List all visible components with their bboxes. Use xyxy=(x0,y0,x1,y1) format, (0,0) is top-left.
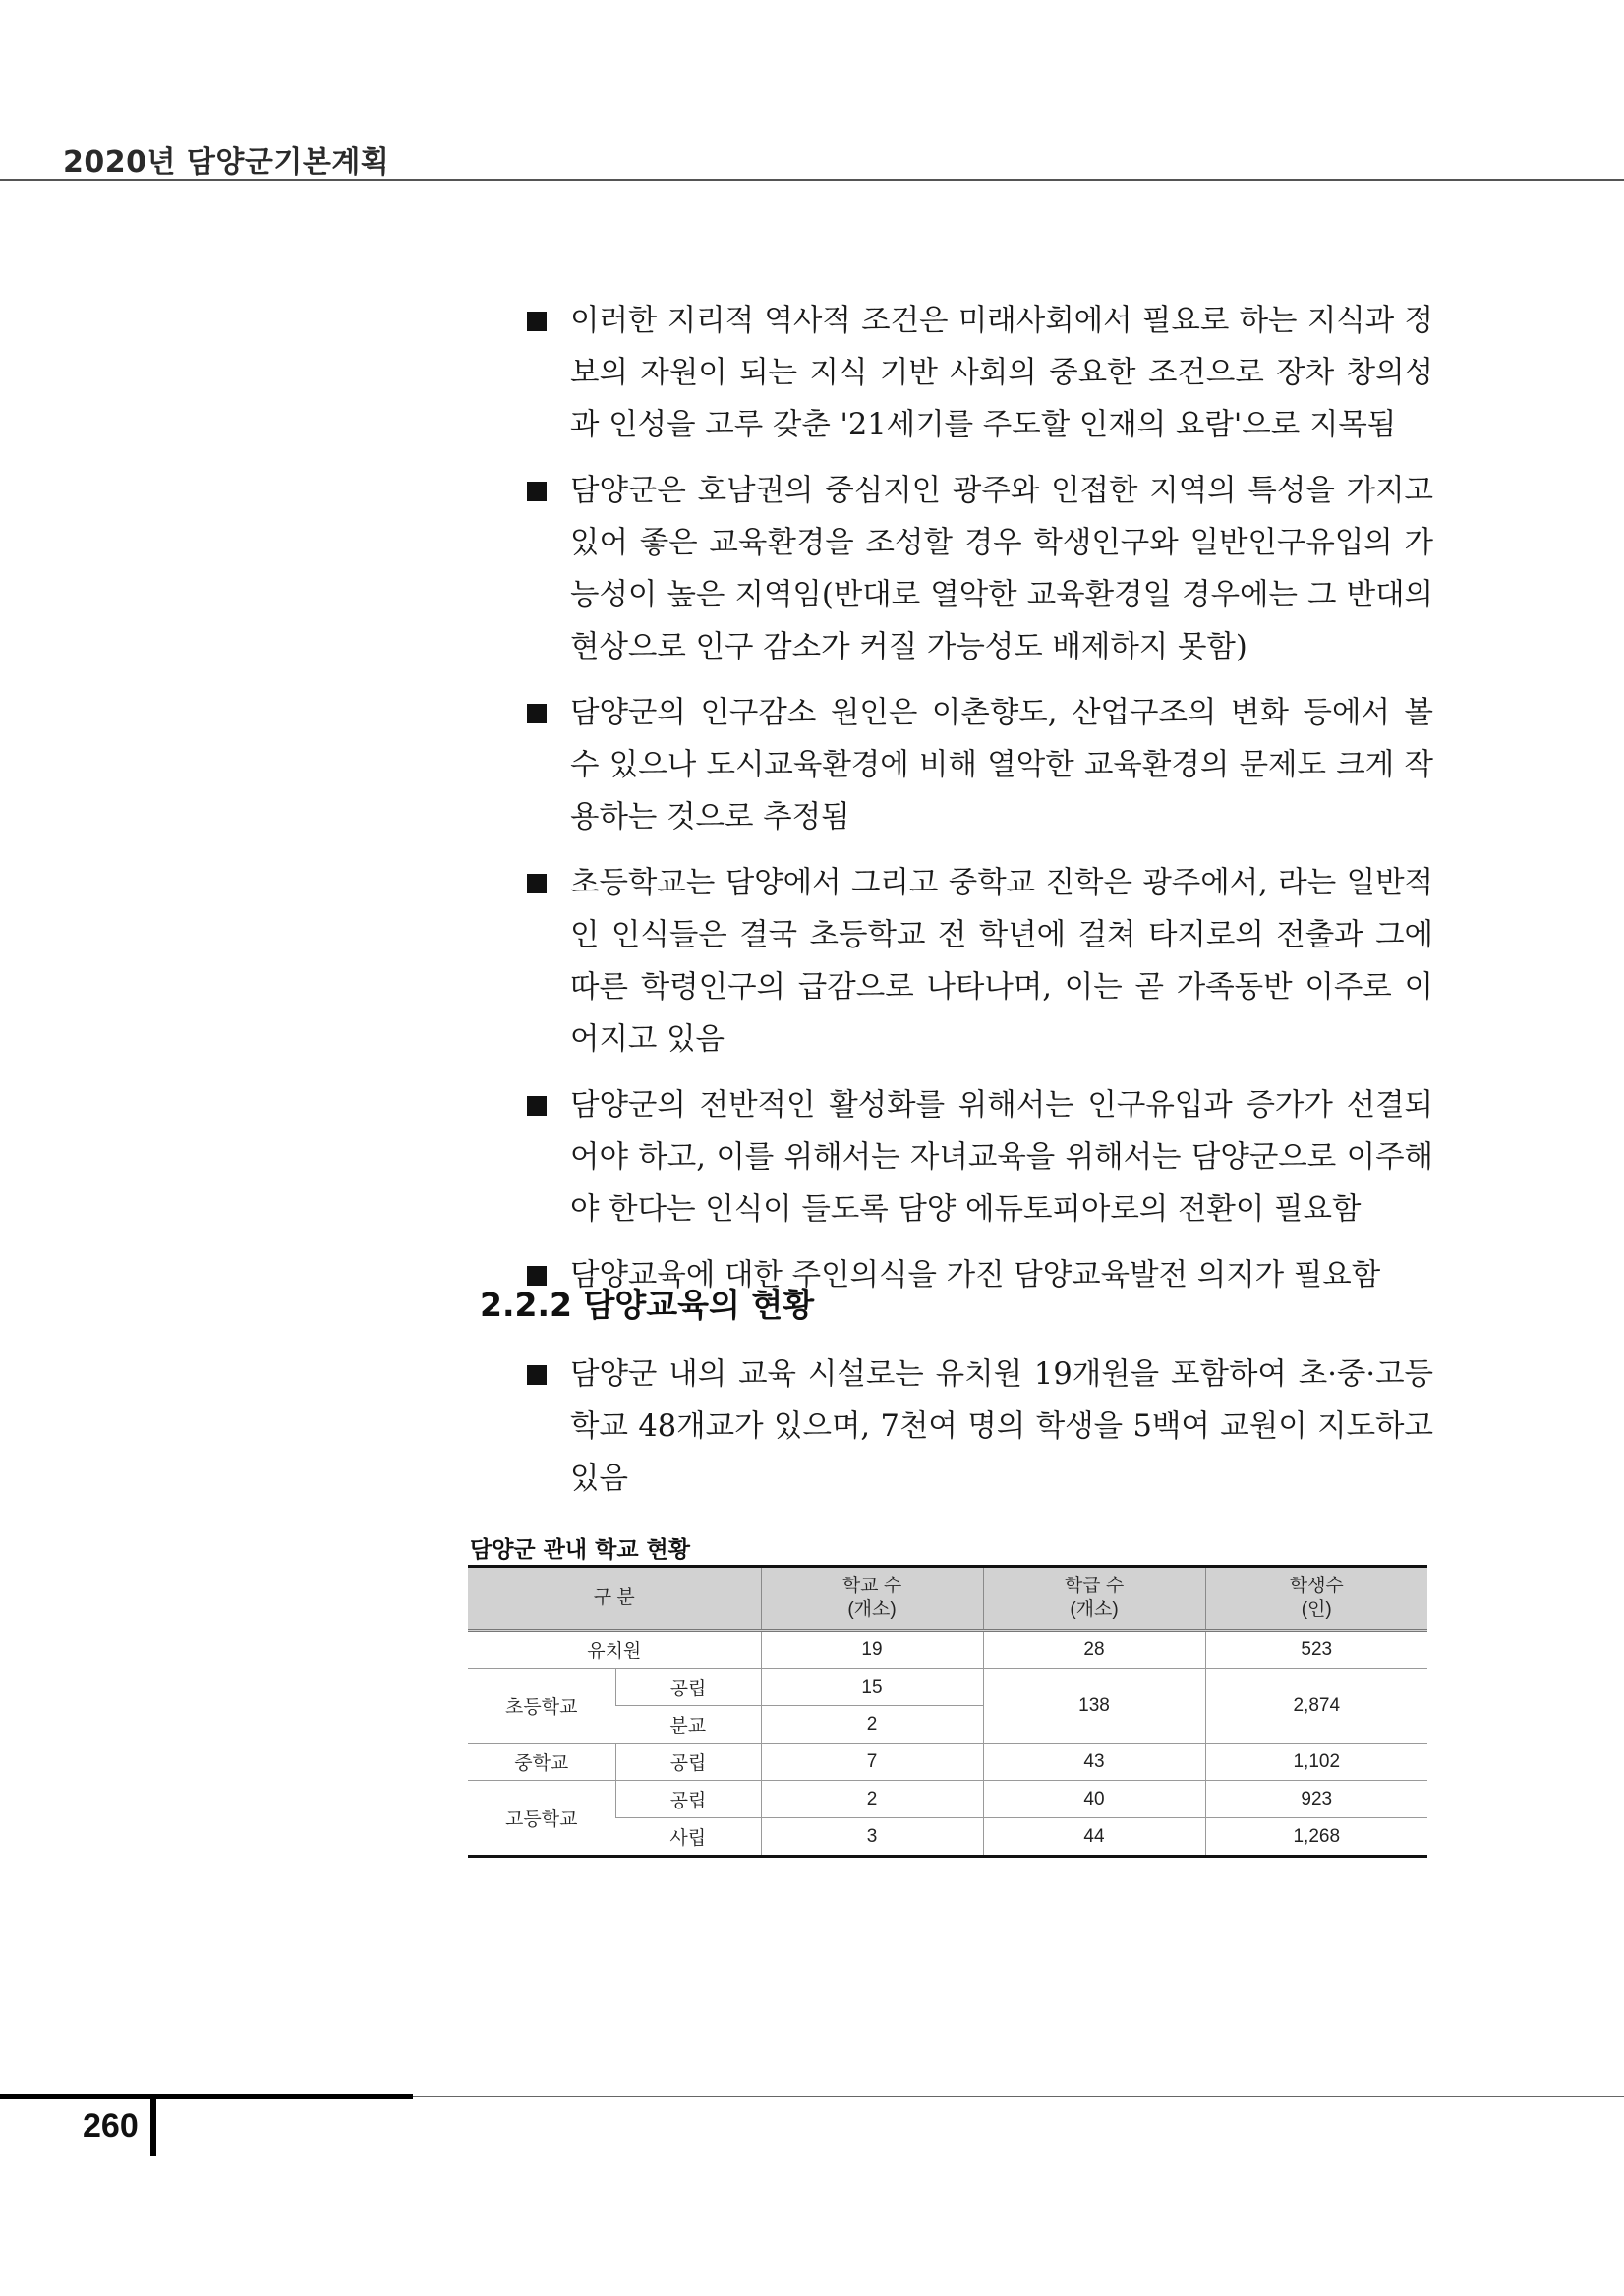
cell-students: 2,874 xyxy=(1205,1669,1427,1744)
cell-schools: 15 xyxy=(761,1669,983,1706)
row-sublabel: 공립 xyxy=(615,1669,761,1706)
bullet-text: 담양군의 전반적인 활성화를 위해서는 인구유입과 증가가 선결되어야 하고, 이를 위해서는 자녀교육을 위해서는 담양군으로 이주해야 한다는 인식이 들도록 담양 에듀토피아로의 전환이 필요함 xyxy=(570,1088,1433,1227)
cell-schools: 7 xyxy=(761,1744,983,1781)
bullet-text: 초등학교는 담양에서 그리고 중학교 진학은 광주에서, 라는 일반적인 인식들은 결국 초등학교 전 학년에 걸쳐 타지로의 전출과 그에 따른 학령인구의 급감으로 나타나며, 이는 곧 가족동반 이주로 이어지고 있음 xyxy=(570,866,1433,1057)
square-bullet-icon xyxy=(527,874,547,893)
footer-divider xyxy=(413,2096,1624,2097)
square-bullet-icon xyxy=(527,704,547,723)
page-number: 260 xyxy=(83,2107,139,2145)
cell-schools: 3 xyxy=(761,1818,983,1857)
table-row xyxy=(468,1669,1427,1706)
cell-classes: 43 xyxy=(983,1744,1205,1781)
header-schools: 학교 수 (개소) xyxy=(761,1567,983,1631)
row-sublabel: 사립 xyxy=(615,1818,761,1857)
table-row xyxy=(468,1744,1427,1781)
bullet-item xyxy=(519,687,1433,843)
section-heading: 2.2.2 담양교육의 현황 xyxy=(480,1286,815,1324)
square-bullet-icon xyxy=(527,482,547,501)
bullet-item xyxy=(519,857,1433,1065)
cell-students: 923 xyxy=(1205,1781,1427,1818)
school-status-table xyxy=(468,1565,1427,1858)
bullet-text: 담양군 내의 교육 시설로는 유치원 19개원을 포함하여 초·중·고등학교 48개교가 있으며, 7천여 명의 학생을 5백여 교원이 지도하고 있음 xyxy=(570,1357,1433,1496)
cell-classes: 44 xyxy=(983,1818,1205,1857)
cell-students: 523 xyxy=(1205,1631,1427,1669)
row-label: 초등학교 xyxy=(468,1669,615,1744)
table-header-row xyxy=(468,1567,1427,1631)
cell-schools: 2 xyxy=(761,1706,983,1744)
table-row xyxy=(468,1631,1427,1669)
square-bullet-icon xyxy=(527,312,547,331)
running-header: 2020년 담양군기본계획 xyxy=(63,145,390,180)
cell-students: 1,268 xyxy=(1205,1818,1427,1857)
square-bullet-icon xyxy=(527,1096,547,1116)
footer-bar xyxy=(0,2094,413,2099)
row-label: 유치원 xyxy=(468,1631,761,1669)
bullet-item xyxy=(519,1079,1433,1235)
cell-classes: 28 xyxy=(983,1631,1205,1669)
cell-schools: 19 xyxy=(761,1631,983,1669)
bullet-text: 이러한 지리적 역사적 조건은 미래사회에서 필요로 하는 지식과 정보의 자원이 되는 지식 기반 사회의 중요한 조건으로 장차 창의성과 인성을 고루 갖춘 '21세기를 주도할 인재의 요람'으로 지목됨 xyxy=(570,304,1433,442)
row-sublabel: 분교 xyxy=(615,1706,761,1744)
bullet-list xyxy=(519,295,1433,1315)
cell-classes: 40 xyxy=(983,1781,1205,1818)
table-row xyxy=(468,1781,1427,1818)
cell-classes: 138 xyxy=(983,1669,1205,1744)
header-divider xyxy=(0,179,1624,181)
header-students: 학생수 (인) xyxy=(1205,1567,1427,1631)
table-caption: 담양군 관내 학교 현황 xyxy=(470,1537,690,1563)
cell-schools: 2 xyxy=(761,1781,983,1818)
row-label: 고등학교 xyxy=(468,1781,615,1857)
row-label: 중학교 xyxy=(468,1744,615,1781)
bullet-item xyxy=(519,295,1433,451)
page-number-bar xyxy=(150,2099,156,2156)
bullet-item xyxy=(519,1349,1433,1505)
header-category: 구 분 xyxy=(468,1567,761,1631)
section-bullet-list xyxy=(519,1349,1433,1519)
bullet-text: 담양교육에 대한 주인의식을 가진 담양교육발전 의지가 필요함 xyxy=(570,1258,1381,1292)
square-bullet-icon xyxy=(527,1365,547,1385)
bullet-item xyxy=(519,465,1433,673)
header-classes: 학급 수 (개소) xyxy=(983,1567,1205,1631)
cell-students: 1,102 xyxy=(1205,1744,1427,1781)
bullet-text: 담양군은 호남권의 중심지인 광주와 인접한 지역의 특성을 가지고 있어 좋은 교육환경을 조성할 경우 학생인구와 일반인구유입의 가능성이 높은 지역임(반대로 열악한 교육환경일 경우에는 그 반대의 현상으로 인구 감소가 커질 가능성도 배제하지 못함) xyxy=(570,474,1433,664)
row-sublabel: 공립 xyxy=(615,1744,761,1781)
row-sublabel: 공립 xyxy=(615,1781,761,1818)
bullet-text: 담양군의 인구감소 원인은 이촌향도, 산업구조의 변화 등에서 볼 수 있으나 도시교육환경에 비해 열악한 교육환경의 문제도 크게 작용하는 것으로 추정됨 xyxy=(570,696,1433,834)
